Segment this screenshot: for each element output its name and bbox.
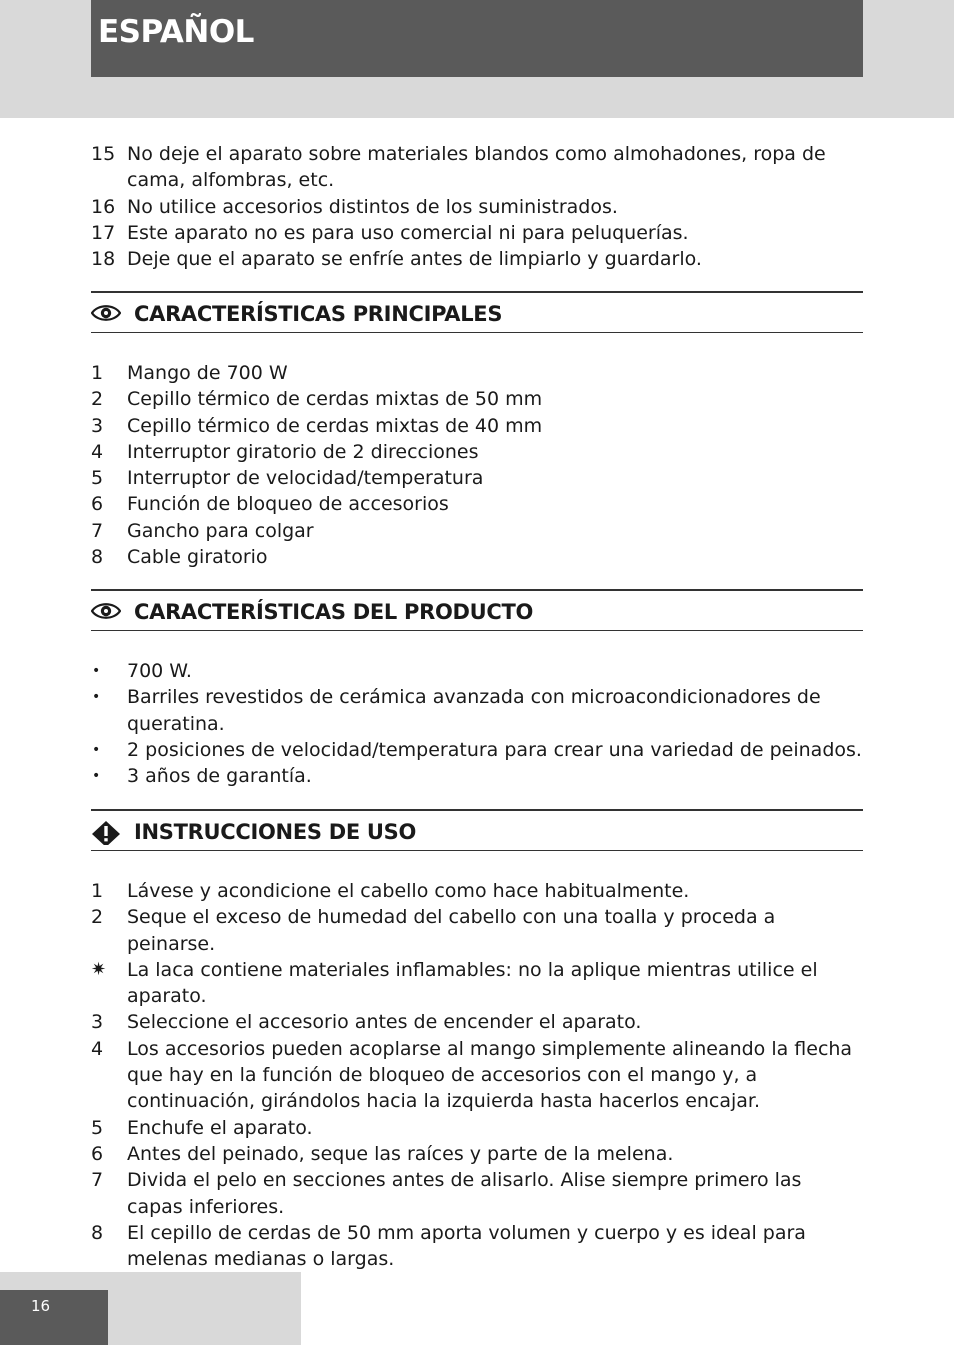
instructions-list <box>91 878 863 1272</box>
section-title: CARACTERÍSTICAS DEL PRODUCTO <box>134 600 534 624</box>
section-header-instructions <box>91 809 863 851</box>
list-item: 7 Divida el pelo en secciones antes de alisarlo. Alise siempre primero las capas inferiores. <box>91 1169 802 1218</box>
list-item: 3 Cepillo térmico de cerdas mixtas de 40 mm <box>91 414 543 437</box>
warnings-list <box>91 141 863 272</box>
list-item: 4 Interruptor giratorio de 2 direcciones <box>91 440 479 463</box>
flammable-star-icon: ✷ <box>91 958 107 980</box>
bullet-item: • 700 W. <box>92 660 192 682</box>
product-features-list <box>91 658 863 789</box>
eye-icon <box>91 302 121 324</box>
list-item: 2 Cepillo térmico de cerdas mixtas de 50 mm <box>91 388 543 411</box>
list-item: 17 Este aparato no es para uso comercial ni para peluquerías. <box>91 221 689 244</box>
list-item: 16 No utilice accesorios distintos de los suministrados. <box>91 195 618 218</box>
bullet-item: • 2 posiciones de velocidad/temperatura para crear una variedad de peinados. <box>92 738 862 761</box>
page-number: 16 <box>31 1297 51 1315</box>
list-item: 5 Enchufe el aparato. <box>91 1116 313 1139</box>
list-item: 6 Antes del peinado, seque las raíces y parte de la melena. <box>91 1142 674 1165</box>
section-title: CARACTERÍSTICAS PRINCIPALES <box>134 302 503 326</box>
list-item: 3 Seleccione el accesorio antes de encender el aparato. <box>91 1011 642 1034</box>
bullet-item: • 3 años de garantía. <box>92 765 312 788</box>
list-item: 7 Gancho para colgar <box>91 519 314 542</box>
list-item: 5 Interruptor de velocidad/temperatura <box>91 467 484 490</box>
list-item-warning: ✷ La laca contiene materiales inflamables: no la aplique mientras utilice el aparato. <box>91 958 818 1008</box>
bullet-item: • Barriles revestidos de cerámica avanzada con microacondicionadores de queratina. <box>92 686 821 735</box>
eye-icon <box>91 600 121 622</box>
list-item: 15 No deje el aparato sobre materiales blandos como almohadones, ropa de cama, alfombras, etc. <box>91 143 826 192</box>
language-title-bar <box>91 0 863 77</box>
list-item: 1 Mango de 700 W <box>91 362 288 384</box>
section-title: INSTRUCCIONES DE USO <box>134 820 417 844</box>
warning-diamond-icon <box>91 819 121 845</box>
page-number-box <box>0 1290 108 1345</box>
list-item: 1 Lávese y acondicione el cabello como hace habitualmente. <box>91 880 690 902</box>
page-title: ESPAÑOL <box>98 14 254 50</box>
main-features-list <box>91 360 863 570</box>
list-item: 8 El cepillo de cerdas de 50 mm aporta volumen y cuerpo y es ideal para melenas medianas o largas. <box>91 1221 806 1271</box>
list-item: 6 Función de bloqueo de accesorios <box>91 493 449 516</box>
list-item: 18 Deje que el aparato se enfríe antes de limpiarlo y guardarlo. <box>91 248 702 271</box>
list-item: 4 Los accesorios pueden acoplarse al mango simplemente alineando la flecha que hay en la función de bloqueo de accesorios con el mango y, a continuación, girándolos hacia la izquierda hasta hacerlos encajar. <box>91 1037 853 1113</box>
list-item: 8 Cable giratorio <box>91 546 268 569</box>
list-item: 2 Seque el exceso de humedad del cabello con una toalla y proceda a peinarse. <box>91 906 776 955</box>
section-header-product-features <box>91 589 863 631</box>
section-header-main-features <box>91 291 863 333</box>
